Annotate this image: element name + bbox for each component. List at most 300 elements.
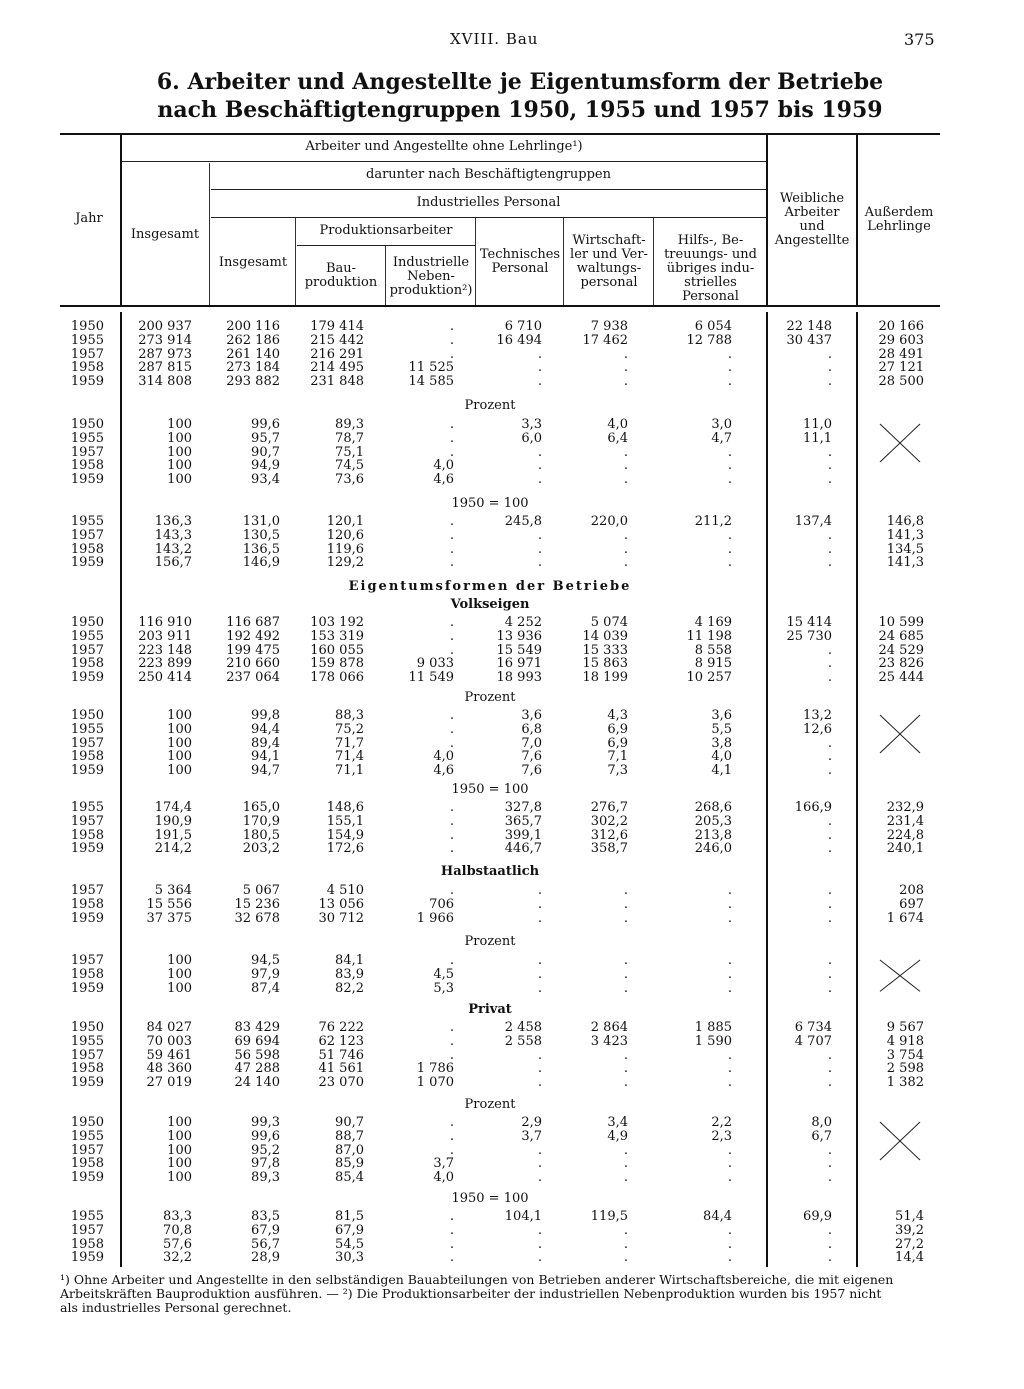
cell-ind-insgesamt: 15 236 [234, 896, 280, 912]
cell-technisches: . [537, 980, 542, 996]
cell-wirtschaft: 3,4 [607, 1115, 628, 1130]
cell-nebenproduktion: . [449, 1236, 454, 1252]
cell-ind-insgesamt: 99,3 [251, 1115, 280, 1130]
cell-year: 1957 [70, 444, 104, 460]
cell-weiblich: 6 734 [794, 1020, 832, 1035]
cell-lehrlinge: 232,9 [886, 800, 924, 815]
cell-technisches: . [537, 555, 542, 571]
cell-weiblich: . [827, 813, 832, 829]
cell-year: 1950 [70, 708, 104, 723]
cell-technisches: 3,3 [521, 417, 542, 432]
cell-technisches: 16 971 [496, 656, 542, 672]
cell-wirtschaft: . [623, 1156, 628, 1172]
cell-weiblich: . [827, 749, 832, 765]
col-neben-line: Neben- [407, 269, 455, 284]
cell-weiblich: . [827, 1222, 832, 1238]
cell-year: 1959 [70, 1170, 104, 1186]
table-row [0, 815, 1024, 829]
cell-technisches: 3,6 [521, 708, 542, 723]
cell-hilfs: . [727, 1222, 732, 1238]
cell-hilfs: . [727, 966, 732, 982]
cell-insgesamt: 57,6 [163, 1236, 192, 1252]
cell-year: 1959 [70, 670, 104, 686]
cell-bauproduktion: 172,6 [326, 841, 364, 857]
header-rule [297, 245, 475, 246]
cell-nebenproduktion: 1 070 [416, 1075, 454, 1091]
cell-hilfs: 211,2 [694, 514, 732, 529]
cell-hilfs: 10 257 [686, 670, 732, 686]
cell-nebenproduktion: 14 585 [408, 374, 454, 390]
cell-wirtschaft: 4,3 [607, 708, 628, 723]
cell-weiblich: . [827, 980, 832, 996]
cell-insgesamt: 100 [167, 444, 192, 460]
table-row [0, 1116, 1024, 1130]
table-row [0, 1224, 1024, 1238]
cell-year: 1957 [70, 642, 104, 658]
cell-insgesamt: 100 [167, 980, 192, 996]
cell-bauproduktion: 30,3 [335, 1250, 364, 1266]
cell-year: 1955 [70, 514, 104, 529]
cell-nebenproduktion: . [449, 721, 454, 737]
cell-hilfs: 3,8 [711, 735, 732, 751]
cell-insgesamt: 100 [167, 1115, 192, 1130]
cell-wirtschaft: 358,7 [590, 841, 628, 857]
cell-insgesamt: 48 360 [146, 1061, 192, 1077]
col-produktionsarbeiter: Produktionsarbeiter [319, 223, 453, 238]
cell-bauproduktion: 71,7 [335, 735, 364, 751]
cell-nebenproduktion: . [449, 827, 454, 843]
cell-nebenproduktion: 4,0 [433, 749, 454, 765]
cell-bauproduktion: 83,9 [335, 966, 364, 982]
table-row [0, 616, 1024, 630]
cell-lehrlinge: 1 674 [886, 910, 924, 926]
cell-insgesamt: 100 [167, 1142, 192, 1158]
cell-bauproduktion: 73,6 [335, 472, 364, 488]
table-row [0, 1035, 1024, 1049]
header-rule [211, 189, 766, 190]
header-rule [122, 161, 766, 162]
chapter-header: XVIII. Bau [450, 30, 539, 48]
cell-lehrlinge: 4 918 [886, 1033, 924, 1049]
cell-nebenproduktion: . [449, 1222, 454, 1238]
cell-wirtschaft: . [623, 555, 628, 571]
cell-bauproduktion: 74,5 [335, 458, 364, 474]
cell-bauproduktion: 153 319 [310, 628, 364, 644]
cell-insgesamt: 203 911 [138, 628, 192, 644]
cell-year: 1959 [70, 555, 104, 571]
cell-lehrlinge: 141,3 [886, 527, 924, 543]
cell-lehrlinge: 24 529 [878, 642, 924, 658]
cell-insgesamt: 70,8 [163, 1222, 192, 1238]
cell-weiblich: 25 730 [786, 628, 832, 644]
cell-hilfs: . [727, 980, 732, 996]
cell-nebenproduktion: . [449, 514, 454, 529]
cell-insgesamt: 143,3 [154, 527, 192, 543]
cell-nebenproduktion: 5,3 [433, 980, 454, 996]
cell-weiblich: . [827, 670, 832, 686]
cell-lehrlinge: 3 754 [886, 1047, 924, 1063]
cell-technisches: . [537, 1156, 542, 1172]
cell-ind-insgesamt: 180,5 [242, 827, 280, 843]
not-applicable-cross-icon [878, 713, 922, 755]
table-row [0, 1144, 1024, 1158]
cell-year: 1957 [70, 1047, 104, 1063]
cell-wirtschaft: 4,0 [607, 417, 628, 432]
cell-weiblich: . [827, 642, 832, 658]
cell-lehrlinge: 28 491 [878, 346, 924, 362]
table-row [0, 630, 1024, 644]
cell-wirtschaft: . [623, 966, 628, 982]
cell-insgesamt: 100 [167, 735, 192, 751]
cell-ind-insgesamt: 56 598 [234, 1047, 280, 1063]
cell-insgesamt: 100 [167, 1128, 192, 1144]
table-row [0, 432, 1024, 446]
block-heading: 1950 = 100 [451, 1191, 529, 1206]
cell-year: 1959 [70, 1075, 104, 1091]
cell-wirtschaft: . [623, 910, 628, 926]
cell-year: 1958 [70, 896, 104, 912]
cell-hilfs: 12 788 [686, 332, 732, 348]
cell-bauproduktion: 75,2 [335, 721, 364, 737]
cell-nebenproduktion: . [449, 1033, 454, 1049]
cell-weiblich: 30 437 [786, 332, 832, 348]
col-wirt-line: waltungs- [576, 261, 642, 276]
col-darunter: darunter nach Beschäftigtengruppen [366, 167, 611, 182]
table-row [0, 709, 1024, 723]
cell-weiblich: . [827, 1047, 832, 1063]
cell-weiblich: 69,9 [803, 1209, 832, 1224]
cell-ind-insgesamt: 89,4 [251, 735, 280, 751]
cell-technisches: . [537, 374, 542, 390]
cell-technisches: 13 936 [496, 628, 542, 644]
cell-weiblich: 12,6 [803, 721, 832, 737]
cell-nebenproduktion: . [449, 642, 454, 658]
page-number: 375 [904, 30, 935, 49]
cell-insgesamt: 273 914 [138, 332, 192, 348]
cell-technisches: 446,7 [504, 841, 542, 857]
table-row [0, 842, 1024, 856]
footnote-line: ¹) Ohne Arbeiter und Angestellte in den selbständigen Bauabteilungen von Betrieben anderer Wirtschaftsbereiche, die mit eigenen [60, 1272, 894, 1287]
cell-nebenproduktion: . [449, 541, 454, 557]
cell-wirtschaft: 119,5 [590, 1209, 628, 1224]
cell-year: 1957 [70, 1222, 104, 1238]
cell-wirtschaft: 14 039 [582, 628, 628, 644]
cell-weiblich: 6,7 [811, 1128, 832, 1144]
col-neben-line: Industrielle [392, 255, 470, 270]
cell-wirtschaft: . [623, 1222, 628, 1238]
col-jahr: Jahr [75, 211, 103, 226]
cell-technisches: 16 494 [496, 332, 542, 348]
cell-insgesamt: 100 [167, 966, 192, 982]
cell-ind-insgesamt: 83 429 [234, 1020, 280, 1035]
cell-year: 1958 [70, 966, 104, 982]
cell-technisches: . [537, 1250, 542, 1266]
cell-bauproduktion: 88,3 [335, 708, 364, 723]
cell-year: 1955 [70, 430, 104, 446]
cell-technisches: . [537, 896, 542, 912]
cell-weiblich: 11,0 [803, 417, 832, 432]
cell-nebenproduktion: 1 786 [416, 1061, 454, 1077]
cell-ind-insgesamt: 97,8 [251, 1156, 280, 1172]
cell-bauproduktion: 119,6 [326, 541, 364, 557]
cell-year: 1958 [70, 1156, 104, 1172]
cell-hilfs: . [727, 1075, 732, 1091]
cell-lehrlinge: 240,1 [886, 841, 924, 857]
cell-insgesamt: 100 [167, 953, 192, 968]
col-weib-line: Arbeiter [784, 205, 840, 220]
cell-nebenproduktion: 9 033 [416, 656, 454, 672]
cell-ind-insgesamt: 32 678 [234, 910, 280, 926]
cell-nebenproduktion: . [449, 1209, 454, 1224]
cell-ind-insgesamt: 262 186 [226, 332, 280, 348]
col-ausserdem-line: Lehrlinge [867, 219, 931, 234]
cell-hilfs: . [727, 883, 732, 898]
col-neben-line: produktion²) [389, 283, 473, 298]
col-hilfs-line: übriges indu- [666, 261, 755, 276]
cell-year: 1959 [70, 841, 104, 857]
cell-insgesamt: 100 [167, 430, 192, 446]
cell-ind-insgesamt: 116 687 [226, 615, 280, 630]
cell-weiblich: . [827, 763, 832, 779]
cell-ind-insgesamt: 87,4 [251, 980, 280, 996]
cell-wirtschaft: 276,7 [590, 800, 628, 815]
table-row [0, 723, 1024, 737]
cell-nebenproduktion: 1 966 [416, 910, 454, 926]
col-insgesamt: Insgesamt [130, 227, 200, 242]
cell-year: 1958 [70, 541, 104, 557]
cell-lehrlinge: 208 [899, 883, 924, 898]
cell-nebenproduktion: . [449, 346, 454, 362]
cell-year: 1958 [70, 1236, 104, 1252]
cell-ind-insgesamt: 99,6 [251, 417, 280, 432]
cell-lehrlinge: 39,2 [895, 1222, 924, 1238]
cell-ind-insgesamt: 200 116 [226, 319, 280, 334]
cell-insgesamt: 100 [167, 458, 192, 474]
cell-wirtschaft: 7,3 [607, 763, 628, 779]
cell-bauproduktion: 4 510 [326, 883, 364, 898]
cell-year: 1959 [70, 374, 104, 390]
cell-technisches: 2 458 [504, 1020, 542, 1035]
cell-insgesamt: 100 [167, 472, 192, 488]
table-row [0, 968, 1024, 982]
cell-lehrlinge: 14,4 [895, 1250, 924, 1266]
cell-hilfs: 8 558 [694, 642, 732, 658]
cell-bauproduktion: 120,6 [326, 527, 364, 543]
cell-year: 1950 [70, 417, 104, 432]
cell-nebenproduktion: . [449, 1142, 454, 1158]
cell-ind-insgesamt: 261 140 [226, 346, 280, 362]
cell-wirtschaft: . [623, 527, 628, 543]
cell-nebenproduktion: 3,7 [433, 1156, 454, 1172]
table-row [0, 982, 1024, 996]
cell-weiblich: . [827, 458, 832, 474]
cell-year: 1955 [70, 332, 104, 348]
cell-weiblich: . [827, 841, 832, 857]
cell-year: 1957 [70, 953, 104, 968]
cell-weiblich: . [827, 827, 832, 843]
cell-wirtschaft: 220,0 [590, 514, 628, 529]
cell-ind-insgesamt: 47 288 [234, 1061, 280, 1077]
not-applicable-cross-icon [878, 958, 922, 1000]
cell-nebenproduktion: . [449, 430, 454, 446]
table-row [0, 556, 1024, 570]
cell-hilfs: . [727, 444, 732, 460]
cell-bauproduktion: 179 414 [310, 319, 364, 334]
cell-wirtschaft: . [623, 1250, 628, 1266]
cell-weiblich: . [827, 966, 832, 982]
cell-insgesamt: 287 973 [138, 346, 192, 362]
cell-lehrlinge: 29 603 [878, 332, 924, 348]
cell-hilfs: 4,7 [711, 430, 732, 446]
cell-year: 1955 [70, 1033, 104, 1049]
cell-nebenproduktion: 11 525 [408, 360, 454, 376]
cell-ind-insgesamt: 56,7 [251, 1236, 280, 1252]
cell-technisches: . [537, 527, 542, 543]
cell-year: 1950 [70, 1020, 104, 1035]
cell-technisches: . [537, 1061, 542, 1077]
cell-technisches: . [537, 1236, 542, 1252]
cell-ind-insgesamt: 67,9 [251, 1222, 280, 1238]
col-wirt-line: Wirtschaft- [572, 233, 646, 248]
cell-technisches: . [537, 1047, 542, 1063]
cell-insgesamt: 100 [167, 708, 192, 723]
cell-technisches: 365,7 [504, 813, 542, 829]
cell-nebenproduktion: . [449, 319, 454, 334]
cell-wirtschaft: . [623, 896, 628, 912]
cell-nebenproduktion: . [449, 1115, 454, 1130]
cell-year: 1950 [70, 615, 104, 630]
cell-hilfs: . [727, 953, 732, 968]
cell-nebenproduktion: . [449, 444, 454, 460]
col-ind-insgesamt: Insgesamt [218, 255, 288, 270]
cell-wirtschaft: 6,9 [607, 721, 628, 737]
cell-insgesamt: 200 937 [138, 319, 192, 334]
cell-nebenproduktion: . [449, 1047, 454, 1063]
cell-year: 1958 [70, 1061, 104, 1077]
cell-wirtschaft: . [623, 444, 628, 460]
cell-insgesamt: 100 [167, 721, 192, 737]
col-bauproduktion-line: produktion [304, 275, 378, 290]
cell-hilfs: 205,3 [694, 813, 732, 829]
cell-wirtschaft: 15 333 [582, 642, 628, 658]
cell-nebenproduktion: 11 549 [408, 670, 454, 686]
header-rule [211, 217, 766, 218]
cell-nebenproduktion: 4,0 [433, 458, 454, 474]
cell-nebenproduktion: 706 [429, 896, 454, 912]
cell-nebenproduktion: 4,6 [433, 472, 454, 488]
cell-nebenproduktion: . [449, 332, 454, 348]
cell-bauproduktion: 30 712 [318, 910, 364, 926]
cell-weiblich: . [827, 527, 832, 543]
cell-technisches: . [537, 1075, 542, 1091]
cell-wirtschaft: 3 423 [590, 1033, 628, 1049]
cell-technisches: 15 549 [496, 642, 542, 658]
cell-technisches: . [537, 541, 542, 557]
cell-nebenproduktion: 4,6 [433, 763, 454, 779]
cell-bauproduktion: 75,1 [335, 444, 364, 460]
cell-technisches: . [537, 1170, 542, 1186]
table-row [0, 737, 1024, 751]
cell-hilfs: . [727, 910, 732, 926]
cell-ind-insgesamt: 99,8 [251, 708, 280, 723]
cell-nebenproduktion: 4,5 [433, 966, 454, 982]
table-row [0, 898, 1024, 912]
cell-hilfs: 1 885 [694, 1020, 732, 1035]
cell-weiblich: . [827, 360, 832, 376]
table-row [0, 1171, 1024, 1185]
cell-year: 1958 [70, 827, 104, 843]
cell-lehrlinge: 20 166 [878, 319, 924, 334]
cell-hilfs: 3,0 [711, 417, 732, 432]
cell-year: 1959 [70, 980, 104, 996]
cell-nebenproduktion: . [449, 615, 454, 630]
col-group-top: Arbeiter und Angestellte ohne Lehrlinge¹) [305, 139, 583, 154]
cell-bauproduktion: 85,9 [335, 1156, 364, 1172]
cell-nebenproduktion: . [449, 708, 454, 723]
cell-wirtschaft: 302,2 [590, 813, 628, 829]
cell-ind-insgesamt: 165,0 [242, 800, 280, 815]
cell-ind-insgesamt: 130,5 [242, 527, 280, 543]
table-row [0, 473, 1024, 487]
table-title-line-2: nach Beschäftigtengruppen 1950, 1955 und 1957 bis 1959 [157, 97, 883, 123]
table-row [0, 1238, 1024, 1252]
cell-wirtschaft: . [623, 360, 628, 376]
table-title-line-1: 6. Arbeiter und Angestellte je Eigentumsform der Betriebe [156, 69, 884, 95]
cell-lehrlinge: 231,4 [886, 813, 924, 829]
block-heading: 1950 = 100 [451, 496, 529, 511]
cell-bauproduktion: 62 123 [318, 1033, 364, 1049]
cell-lehrlinge: 27 121 [878, 360, 924, 376]
cell-hilfs: 6 054 [694, 319, 732, 334]
cell-hilfs: 8 915 [694, 656, 732, 672]
cell-ind-insgesamt: 199 475 [226, 642, 280, 658]
cell-hilfs: 4,1 [711, 763, 732, 779]
cell-nebenproduktion: . [449, 813, 454, 829]
cell-nebenproduktion: . [449, 1250, 454, 1266]
col-bauproduktion-line: Bau- [325, 261, 357, 276]
cell-ind-insgesamt: 170,9 [242, 813, 280, 829]
cell-nebenproduktion: 4,0 [433, 1170, 454, 1186]
cell-wirtschaft: . [623, 346, 628, 362]
cell-technisches: . [537, 458, 542, 474]
cell-hilfs: . [727, 1047, 732, 1063]
cell-year: 1958 [70, 458, 104, 474]
cell-hilfs: 1 590 [694, 1033, 732, 1049]
cell-weiblich: . [827, 910, 832, 926]
cell-wirtschaft: 312,6 [590, 827, 628, 843]
cell-lehrlinge: 23 826 [878, 656, 924, 672]
cell-insgesamt: 223 148 [138, 642, 192, 658]
col-weib-line: Weibliche [779, 191, 845, 206]
cell-wirtschaft: 17 462 [582, 332, 628, 348]
table-row [0, 1251, 1024, 1265]
cell-hilfs: . [727, 1156, 732, 1172]
cell-year: 1957 [70, 527, 104, 543]
table-row [0, 1021, 1024, 1035]
cell-insgesamt: 314 808 [138, 374, 192, 390]
cell-ind-insgesamt: 237 064 [226, 670, 280, 686]
table-row [0, 750, 1024, 764]
table-row [0, 1157, 1024, 1171]
cell-wirtschaft: 18 199 [582, 670, 628, 686]
header-divider [385, 246, 386, 305]
cell-weiblich: . [827, 896, 832, 912]
cell-technisches: 104,1 [504, 1209, 542, 1224]
cell-insgesamt: 27 019 [146, 1075, 192, 1091]
cell-technisches: . [537, 1142, 542, 1158]
cell-hilfs: 213,8 [694, 827, 732, 843]
cell-weiblich: . [827, 1075, 832, 1091]
